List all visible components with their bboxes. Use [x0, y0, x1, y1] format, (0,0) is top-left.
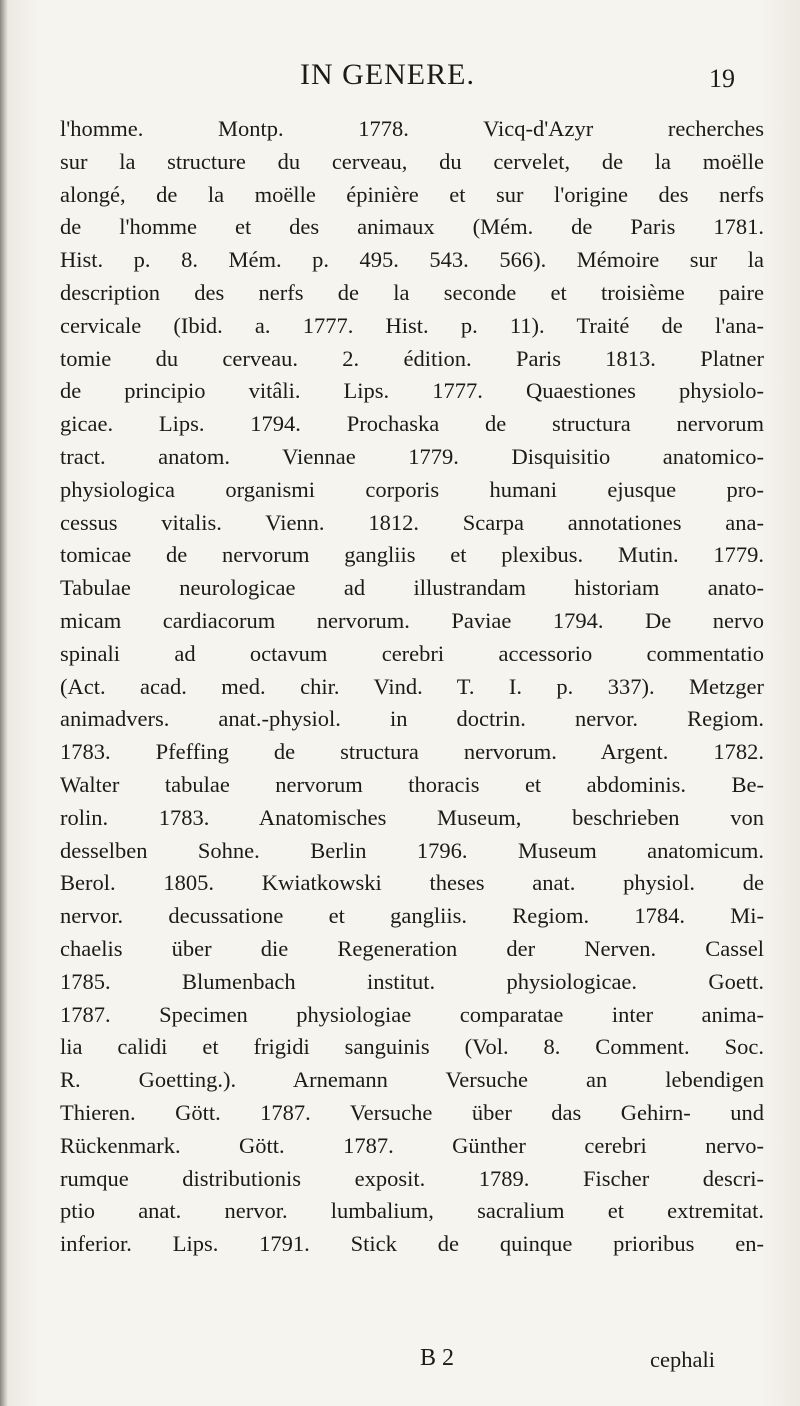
text-line: ptio anat. nervor. lumbalium, sacralium et extremitat.	[60, 1198, 764, 1224]
text-line: tomicae de nervorum gangliis et plexibus. Mutin. 1779.	[60, 542, 764, 568]
text-line: 1785. Blumenbach institut. physiologicae. Goett.	[60, 968, 764, 994]
text-line: inferior. Lips. 1791. Stick de quinque prioribus en-	[60, 1231, 764, 1257]
text-line: cervicale (Ibid. a. 1777. Hist. p. 11). Traité de l'ana-	[60, 312, 764, 338]
text-line: nervor. decussatione et gangliis. Regiom. 1784. Mi-	[60, 903, 764, 929]
text-line: Hist. p. 8. Mém. p. 495. 543. 566). Mémoire sur la	[60, 247, 764, 273]
text-line: chaelis über die Regeneration der Nerven. Cassel	[60, 935, 764, 961]
text-line: (Act. acad. med. chir. Vind. T. I. p. 337). Metzger	[60, 673, 764, 699]
text-line: R. Goetting.). Arnemann Versuche an lebendigen	[60, 1067, 764, 1093]
catchword: cephali	[650, 1347, 715, 1372]
text-line: 1787. Specimen physiologiae comparatae inter anima-	[60, 1001, 764, 1027]
text-line: physiologica organismi corporis humani ejusque pro-	[60, 476, 764, 502]
text-line: rumque distributionis exposit. 1789. Fischer descri-	[60, 1165, 764, 1191]
text-line: sur la structure du cerveau, du cervelet, de la moëlle	[60, 148, 764, 174]
running-head: IN GENERE.	[300, 58, 475, 91]
page-binding-edge	[0, 0, 8, 1406]
text-line: gicae. Lips. 1794. Prochaska de structura nervorum	[60, 411, 764, 437]
text-line: micam cardiacorum nervorum. Paviae 1794. De nervo	[60, 607, 764, 633]
text-line: lia calidi et frigidi sanguinis (Vol. 8. Comment. Soc.	[60, 1034, 764, 1060]
text-line: Berol. 1805. Kwiatkowski theses anat. physiol. de	[60, 870, 764, 896]
text-line: 1783. Pfeffing de structura nervorum. Argent. 1782.	[60, 739, 764, 765]
text-line: desselben Sohne. Berlin 1796. Museum anatomicum.	[60, 837, 764, 863]
text-line: description des nerfs de la seconde et troisième paire	[60, 279, 764, 305]
text-line: Tabulae neurologicae ad illustrandam historiam anato-	[60, 575, 764, 601]
text-line: tract. anatom. Viennae 1779. Disquisitio anatomico-	[60, 443, 764, 469]
page-number: 19	[709, 64, 735, 93]
text-line: de l'homme et des animaux (Mém. de Paris 1781.	[60, 214, 764, 240]
text-line: de principio vitâli. Lips. 1777. Quaestiones physiolo-	[60, 378, 764, 404]
signature-mark: B 2	[420, 1345, 455, 1371]
text-line: Thieren. Gött. 1787. Versuche über das Gehirn- und	[60, 1099, 764, 1125]
text-line: alongé, de la moëlle épinière et sur l'origine des nerfs	[60, 181, 764, 207]
text-line: spinali ad octavum cerebri accessorio commentatio	[60, 640, 764, 666]
page-header	[0, 58, 800, 98]
text-line: animadvers. anat.-physiol. in doctrin. nervor. Regiom.	[60, 706, 764, 732]
text-line: Rückenmark. Gött. 1787. Günther cerebri nervo-	[60, 1132, 764, 1158]
body-text	[60, 113, 764, 1261]
text-line: cessus vitalis. Vienn. 1812. Scarpa annotationes ana-	[60, 509, 764, 535]
text-line: rolin. 1783. Anatomisches Museum, beschrieben von	[60, 804, 764, 830]
text-line: l'homme. Montp. 1778. Vicq-d'Azyr recherches	[60, 116, 764, 141]
text-line: tomie du cerveau. 2. édition. Paris 1813. Platner	[60, 345, 764, 371]
text-line: Walter tabulae nervorum thoracis et abdominis. Be-	[60, 771, 764, 797]
